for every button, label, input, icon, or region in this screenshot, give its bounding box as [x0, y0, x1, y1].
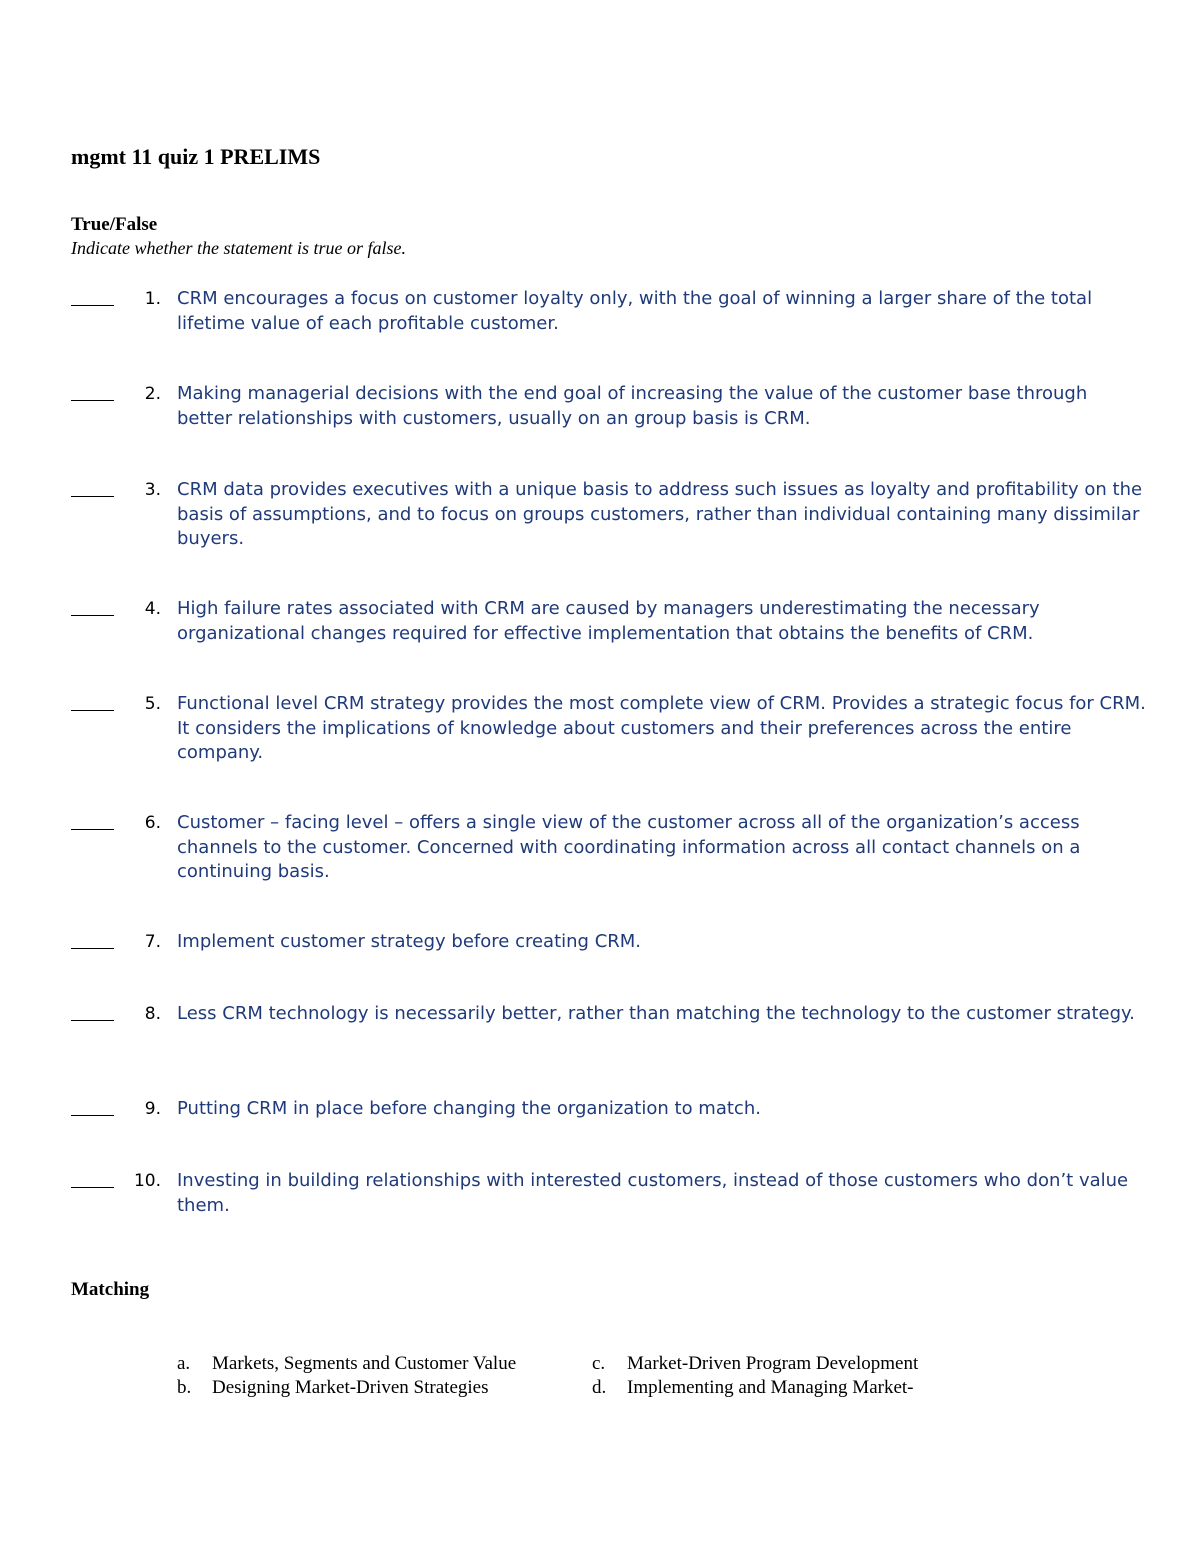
question-text: Making managerial decisions with the end goal of increasing the value of the customer base through better relationships with customers, usually on an group basis is CRM. — [177, 383, 1088, 429]
matching-option-text: Market-Driven Program Development — [627, 1353, 919, 1374]
question-number: 6. — [144, 813, 161, 833]
question-number: 4. — [144, 599, 161, 619]
question-text: Less CRM technology is necessarily better, rather than matching the technology to the customer strategy. — [177, 1003, 1135, 1024]
question-number: 2. — [144, 384, 161, 404]
matching-option-letter: d. — [592, 1377, 607, 1398]
question-item — [71, 1169, 1151, 1249]
answer-blank[interactable] — [71, 496, 114, 497]
matching-option-letter: a. — [177, 1353, 191, 1374]
matching-option-letter: c. — [592, 1353, 606, 1374]
question-number: 1. — [144, 289, 161, 309]
question-text: CRM encourages a focus on customer loyalty only, with the goal of winning a larger share of the total lifetime value of each profitable customer. — [177, 288, 1093, 334]
answer-blank[interactable] — [71, 829, 114, 830]
answer-blank[interactable] — [71, 400, 114, 401]
document-title: mgmt 11 quiz 1 PRELIMS — [71, 144, 321, 169]
question-item — [71, 1097, 1151, 1177]
question-number: 5. — [144, 694, 161, 714]
answer-blank[interactable] — [71, 615, 114, 616]
question-text: Putting CRM in place before changing the organization to match. — [177, 1098, 761, 1119]
question-text: Investing in building relationships with interested customers, instead of those customers who don’t value them. — [177, 1170, 1129, 1216]
true-false-instructions: Indicate whether the statement is true or false. — [71, 238, 406, 258]
question-text: Customer – facing level – offers a single view of the customer across all of the organization’s access channels to the customer. Concerned with coordinating information across all contact channels on a continuing basis. — [177, 812, 1081, 882]
matching-option-text: Markets, Segments and Customer Value — [212, 1353, 517, 1374]
answer-blank[interactable] — [71, 1115, 114, 1116]
answer-blank[interactable] — [71, 1020, 114, 1021]
question-number: 8. — [144, 1004, 161, 1024]
question-text: Functional level CRM strategy provides the most complete view of CRM. Provides a strategic focus for CRM. It considers the implications of knowledge about customers and their preferences across the entire company. — [177, 693, 1146, 763]
true-false-heading: True/False — [71, 214, 158, 235]
question-item — [71, 930, 1151, 1010]
question-number: 3. — [144, 480, 161, 500]
question-item — [71, 597, 1151, 677]
matching-row — [177, 1353, 1027, 1379]
question-item — [71, 478, 1151, 558]
question-item — [71, 1002, 1151, 1082]
question-number: 7. — [144, 932, 161, 952]
question-item — [71, 811, 1151, 891]
question-item — [71, 287, 1151, 367]
answer-blank[interactable] — [71, 1187, 114, 1188]
question-text: CRM data provides executives with a unique basis to address such issues as loyalty and profitability on the basis of assumptions, and to focus on groups customers, rather than individual containing many dissimilar buyers. — [177, 479, 1143, 549]
matching-option-text: Designing Market-Driven Strategies — [212, 1377, 489, 1398]
question-text: Implement customer strategy before creating CRM. — [177, 931, 642, 952]
answer-blank[interactable] — [71, 710, 114, 711]
matching-option-text: Implementing and Managing Market- — [627, 1377, 914, 1398]
answer-blank[interactable] — [71, 305, 114, 306]
matching-heading: Matching — [71, 1279, 150, 1300]
question-number: 10. — [133, 1171, 161, 1191]
answer-blank[interactable] — [71, 948, 114, 949]
question-text: High failure rates associated with CRM are caused by managers underestimating the necessary organizational changes required for effective implementation that obtains the benefits of CRM. — [177, 598, 1040, 644]
question-item — [71, 382, 1151, 462]
question-item — [71, 692, 1151, 772]
matching-row — [177, 1377, 1027, 1403]
matching-option-letter: b. — [177, 1377, 192, 1398]
question-number: 9. — [144, 1099, 161, 1119]
